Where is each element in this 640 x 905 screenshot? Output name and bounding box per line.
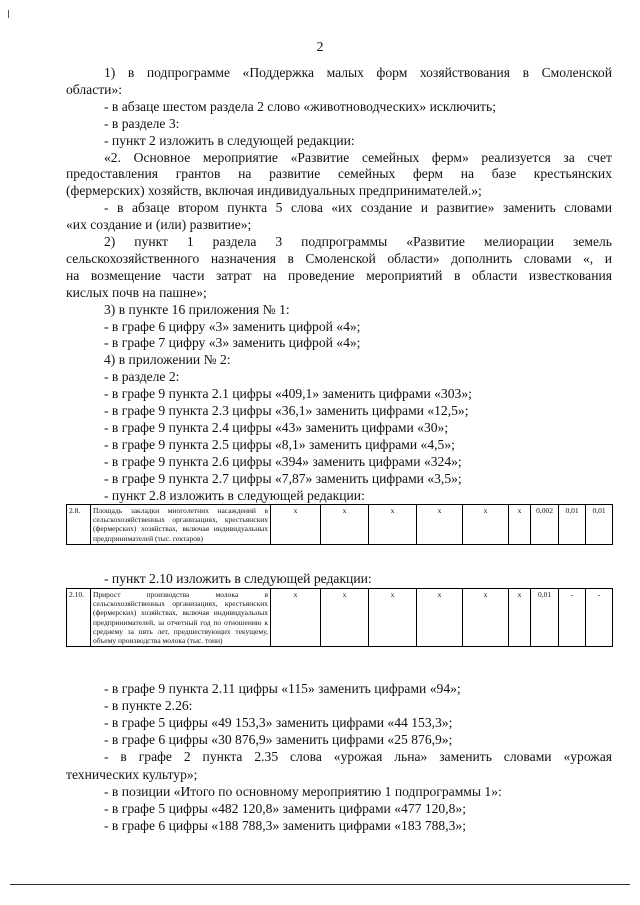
body-line: - в пункте 2.26:	[104, 698, 193, 714]
cell: x	[321, 589, 369, 647]
body-line: - в разделе 3:	[104, 115, 180, 131]
body-line: - в графе 6 цифру «3» заменить цифрой «4»;	[104, 318, 361, 334]
body-line: кислых почв на пашне»;	[66, 284, 207, 300]
body-line: - в графе 7 цифру «3» заменить цифрой «4»;	[104, 335, 361, 351]
body-line: - в графе 9 пункта 2.11 цифры «115» заменить цифрами «94»;	[104, 681, 461, 696]
table-item-2-10	[66, 588, 613, 647]
body-line: - пункт 2.10 изложить в следующей редакции:	[104, 571, 372, 586]
item-description: Прирост производства молока в сельскохозяйственных организациях, крестьянских (фермерских) хозяйствах, включая индивидуальных предпринимателей, за отчетный год по отношению к среднему за пять лет, предшествующих текущему, объему производства молока (тыс. тонн)	[91, 589, 271, 647]
body-line: - в графе 9 пункта 2.7 цифры «7,87» заменить цифрами «3,5»;	[104, 470, 462, 486]
body-line: - пункт 2.8 изложить в следующей редакции:	[104, 487, 365, 503]
body-line: - в графе 9 пункта 2.5 цифры «8,1» заменить цифрами «4,5»;	[104, 436, 455, 452]
body-line: - пункт 2 изложить в следующей редакции:	[104, 132, 355, 148]
body-line: - в графе 9 пункта 2.4 цифры «43» заменить цифрами «30»;	[104, 419, 449, 435]
table-row	[67, 505, 613, 545]
cell: x	[509, 505, 531, 545]
margin-mark	[8, 10, 9, 18]
cell: x	[369, 505, 417, 545]
cell: x	[463, 589, 509, 647]
cell: x	[463, 505, 509, 545]
cell: 0,01	[531, 589, 559, 647]
body-line: - в графе 9 пункта 2.1 цифры «409,1» заменить цифрами «303»;	[104, 386, 472, 402]
item-number: 2.8.	[67, 505, 91, 545]
body-line: - в графе 9 пункта 2.6 цифры «394» заменить цифрами «324»;	[104, 453, 462, 469]
body-line: - в абзаце втором пункта 5 слова «их создание и развитие» заменить словами	[104, 200, 612, 216]
body-line: на возмещение части затрат на проведение мероприятий в области известкования	[66, 267, 612, 283]
table-item-2-8	[66, 504, 613, 545]
body-line: 2) пункт 1 раздела 3 подпрограммы «Развитие мелиорации земель	[104, 234, 612, 249]
cell: x	[417, 505, 463, 545]
cell: x	[509, 589, 531, 647]
cell: 0,01	[586, 505, 613, 545]
body-line: - в графе 5 цифры «49 153,3» заменить цифрами «44 153,3»;	[104, 715, 453, 731]
item-description: Площадь закладки многолетних насаждений в сельскохозяйственных организациях, крестьянских (фермерских) хозяйствах, включая индивидуальных предпринимателей (тыс. гектаров)	[91, 505, 271, 545]
cell: x	[271, 589, 321, 647]
body-line: 3) в пункте 16 приложения № 1:	[104, 301, 290, 317]
body-line: 1) в подпрограмме «Поддержка малых форм хозяйствования в Смоленской	[104, 65, 612, 80]
cell: x	[369, 589, 417, 647]
body-line: - в графе 9 пункта 2.3 цифры «36,1» заменить цифрами «12,5»;	[104, 403, 469, 418]
body-line: - в графе 5 цифры «482 120,8» заменить цифрами «477 120,8»;	[104, 800, 466, 816]
body-line: - в разделе 2:	[104, 369, 180, 385]
cell: x	[417, 589, 463, 647]
cell: 0,002	[531, 505, 559, 545]
cell: 0,01	[559, 505, 586, 545]
body-line: - в графе 2 пункта 2.35 слова «урожая льна» заменить словами «урожая	[104, 749, 612, 765]
item-number: 2.10.	[67, 589, 91, 647]
body-line: «2. Основное мероприятие «Развитие семейных ферм» реализуется за счет	[104, 149, 612, 165]
footer-rule	[10, 884, 630, 885]
table-row	[67, 589, 613, 647]
body-line: области»:	[66, 81, 123, 97]
body-line: - в позиции «Итого по основному мероприятию 1 подпрограммы 1»:	[104, 783, 502, 799]
cell: x	[271, 505, 321, 545]
body-line: технических культур»;	[66, 766, 198, 782]
cell: -	[559, 589, 586, 647]
cell: x	[321, 505, 369, 545]
page-number: 2	[316, 40, 324, 55]
body-line: предоставления грантов на развитие семейных ферм на базе крестьянских	[66, 166, 612, 182]
body-line: - в абзаце шестом раздела 2 слово «животноводческих» исключить;	[104, 98, 496, 114]
body-line: - в графе 6 цифры «188 788,3» заменить цифрами «183 788,3»;	[104, 817, 466, 833]
body-line: 4) в приложении № 2:	[104, 352, 231, 368]
body-line: «их создание и (или) развитие»;	[66, 217, 252, 233]
cell: -	[586, 589, 613, 647]
body-line: - в графе 6 цифры «30 876,9» заменить цифрами «25 876,9»;	[104, 732, 453, 748]
body-line: (фермерских) хозяйств, включая индивидуальных предпринимателей.»;	[66, 183, 482, 199]
body-line: сельскохозяйственного назначения в Смоленской области» дополнить словами «, и	[66, 250, 612, 266]
